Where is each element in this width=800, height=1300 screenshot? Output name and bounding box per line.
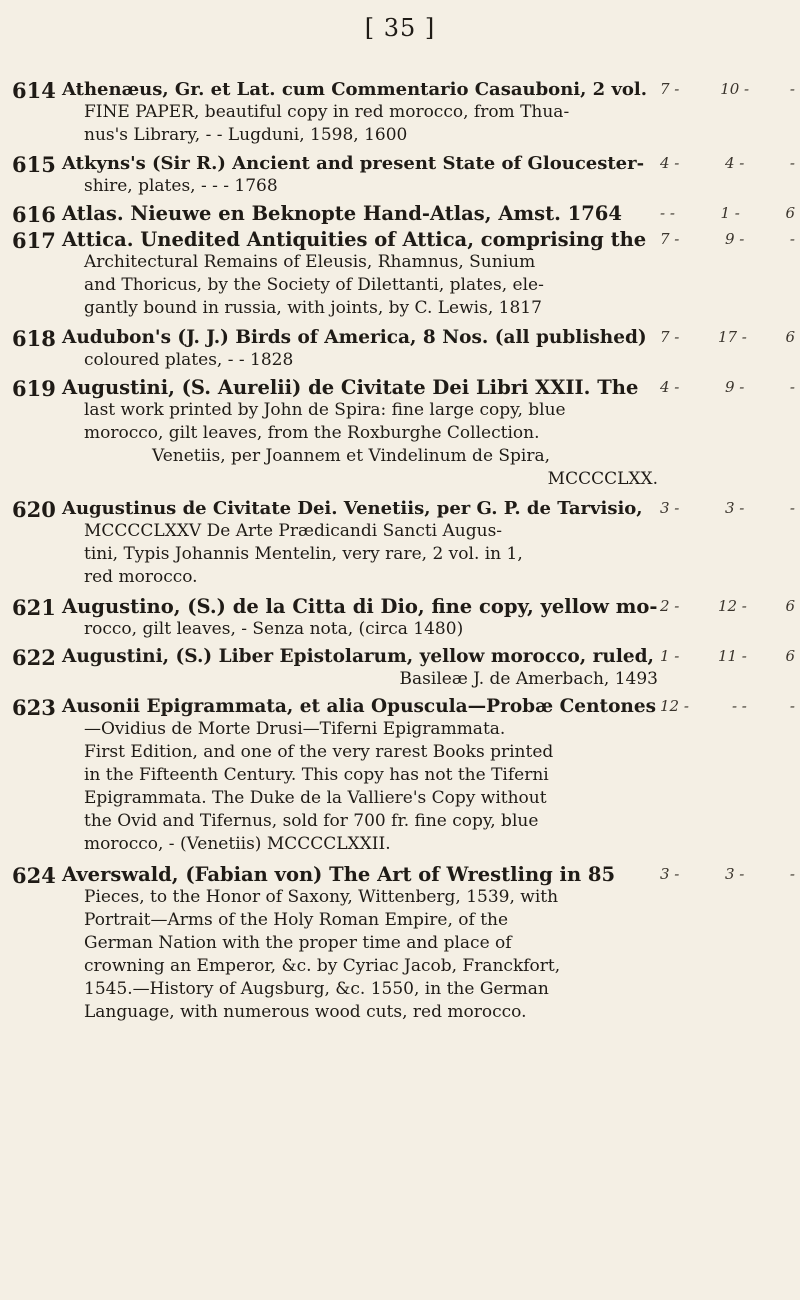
price-mark: -	[789, 378, 795, 396]
entry-line: Architectural Remains of Eleusis, Rhamnus, Sunium	[84, 252, 536, 272]
price-mark: 3 -	[724, 865, 745, 883]
catalog-entry	[0, 497, 800, 595]
price-mark: 4 -	[724, 154, 745, 172]
price-mark: 9 -	[724, 378, 745, 396]
price-mark: -	[789, 697, 795, 715]
price-mark: 7 -	[660, 80, 680, 98]
entry-description	[62, 202, 658, 225]
lot-number: 621	[12, 595, 56, 620]
entry-description	[62, 497, 658, 589]
entry-line: FINE PAPER, beautiful copy in red morocco, from Thua-	[84, 102, 570, 122]
catalog-entry	[0, 326, 800, 376]
price-mark: 6	[785, 597, 795, 615]
entry-line: Augustini, (S. Aurelii) de Civitate Dei Libri XXII. The	[62, 376, 639, 399]
entry-line: Language, with numerous wood cuts, red morocco.	[84, 1002, 527, 1022]
lot-number: 624	[12, 863, 56, 888]
catalog-list	[0, 78, 800, 1031]
entry-line: Epigrammata. The Duke de la Valliere's Copy without	[84, 788, 547, 808]
price-marks	[660, 80, 795, 98]
price-mark: - -	[660, 204, 675, 222]
entry-line: morocco, - (Venetiis) MCCCCLXXII.	[84, 834, 391, 854]
price-mark: 17 -	[717, 328, 747, 346]
price-marks	[660, 154, 795, 172]
entry-description	[62, 863, 658, 1024]
entry-line: Augustino, (S.) de la Citta di Dio, fine copy, yellow mo-	[62, 595, 658, 618]
price-marks	[660, 865, 795, 883]
price-mark: -	[789, 865, 795, 883]
lot-number: 623	[12, 695, 56, 720]
entry-line: Venetiis, per Joannem et Vindelinum de Spira,	[152, 446, 551, 466]
entry-line: Averswald, (Fabian von) The Art of Wrestling in 85	[62, 863, 616, 886]
entry-line: Ausonii Epigrammata, et alia Opuscula—Probæ Centones	[62, 696, 657, 717]
entry-line: morocco, gilt leaves, from the Roxburghe Collection.	[84, 423, 540, 443]
price-mark: 9 -	[724, 230, 745, 248]
entry-line: 1545.—History of Augsburg, &c. 1550, in the German	[84, 979, 549, 999]
entry-line: coloured plates, - - 1828	[84, 350, 294, 370]
price-marks	[660, 378, 795, 396]
price-mark: 6	[785, 204, 795, 222]
price-marks	[660, 230, 795, 248]
price-mark: 6	[785, 647, 795, 665]
price-marks	[660, 328, 795, 346]
lot-number: 622	[12, 645, 56, 670]
entry-line: nus's Library, - - Lugduni, 1598, 1600	[84, 125, 408, 145]
price-mark: 7 -	[660, 328, 680, 346]
price-mark: 4 -	[660, 154, 680, 172]
entry-description	[62, 152, 658, 198]
price-marks	[660, 204, 795, 222]
price-mark: 3 -	[660, 865, 680, 883]
entry-description	[62, 695, 658, 856]
entry-line: Augustini, (S.) Liber Epistolarum, yellow morocco, ruled,	[62, 646, 654, 667]
price-mark: -	[789, 230, 795, 248]
lot-number: 614	[12, 78, 56, 103]
price-mark: - -	[731, 697, 747, 715]
entry-line: MCCCCLXXV De Arte Prædicandi Sancti Augus-	[84, 521, 503, 541]
price-marks	[660, 499, 795, 517]
price-mark: 12 -	[717, 597, 747, 615]
price-mark: 1 -	[660, 647, 680, 665]
entry-line: Atkyns's (Sir R.) Ancient and present State of Gloucester-	[62, 153, 645, 174]
catalog-entry	[0, 645, 800, 695]
price-mark: -	[789, 154, 795, 172]
price-mark: -	[789, 80, 795, 98]
entry-description	[62, 78, 658, 147]
entry-line: Pieces, to the Honor of Saxony, Wittenberg, 1539, with	[84, 887, 559, 907]
price-mark: 12 -	[660, 697, 689, 715]
price-marks	[660, 697, 795, 715]
lot-number: 618	[12, 326, 56, 351]
entry-description	[62, 376, 658, 491]
price-mark: 7 -	[660, 230, 680, 248]
price-mark: 4 -	[660, 378, 680, 396]
entry-line: Atlas. Nieuwe en Beknopte Hand-Atlas, Amst. 1764	[62, 202, 622, 225]
entry-line: Basileæ J. de Amerbach, 1493	[399, 669, 658, 689]
price-mark: 11 -	[717, 647, 747, 665]
lot-number: 620	[12, 497, 56, 522]
catalog-entry	[0, 78, 800, 152]
price-mark: 10 -	[720, 80, 750, 98]
entry-line: Attica. Unedited Antiquities of Attica, comprising the	[62, 228, 647, 251]
page-number: [ 35 ]	[364, 14, 436, 42]
price-mark: 3 -	[660, 499, 680, 517]
entry-description	[62, 595, 658, 641]
price-mark: 2 -	[660, 597, 680, 615]
catalog-entry	[0, 228, 800, 326]
entry-description	[62, 228, 658, 320]
entry-line: Audubon's (J. J.) Birds of America, 8 Nos. (all published)	[62, 327, 647, 348]
entry-line: First Edition, and one of the very rarest Books printed	[84, 742, 554, 762]
entry-line: Athenæus, Gr. et Lat. cum Commentario Casauboni, 2 vol.	[62, 79, 648, 100]
catalog-entry	[0, 695, 800, 863]
entry-line: in the Fifteenth Century. This copy has not the Tiferni	[84, 765, 549, 785]
entry-line: shire, plates, - - - 1768	[84, 176, 278, 196]
entry-description	[62, 645, 658, 691]
lot-number: 617	[12, 228, 56, 253]
entry-line: Augustinus de Civitate Dei. Venetiis, per G. P. de Tarvisio,	[62, 498, 643, 519]
entry-line: red morocco.	[84, 567, 198, 587]
price-marks	[660, 597, 795, 615]
lot-number: 615	[12, 152, 56, 177]
entry-line: Portrait—Arms of the Holy Roman Empire, of the	[84, 910, 509, 930]
catalog-entry	[0, 863, 800, 1031]
price-marks	[660, 647, 795, 665]
lot-number: 616	[12, 202, 56, 227]
catalog-entry	[0, 376, 800, 497]
entry-line: rocco, gilt leaves, - Senza nota, (circa 1480)	[84, 619, 464, 639]
catalog-entry	[0, 202, 800, 228]
price-mark: 6	[785, 328, 795, 346]
entry-line: tini, Typis Johannis Mentelin, very rare, 2 vol. in 1,	[84, 544, 523, 564]
entry-line: gantly bound in russia, with joints, by C. Lewis, 1817	[84, 298, 542, 318]
entry-line: last work printed by John de Spira: fine large copy, blue	[84, 400, 566, 420]
entry-description	[62, 326, 658, 372]
price-mark: -	[789, 499, 795, 517]
catalog-entry	[0, 152, 800, 202]
entry-line: and Thoricus, by the Society of Dilettanti, plates, ele-	[84, 275, 544, 295]
entry-line: MCCCCLXX.	[547, 469, 658, 489]
entry-line: crowning an Emperor, &c. by Cyriac Jacob, Franckfort,	[84, 956, 561, 976]
entry-line: German Nation with the proper time and place of	[84, 933, 512, 953]
price-mark: 3 -	[724, 499, 745, 517]
entry-line: the Ovid and Tifernus, sold for 700 fr. fine copy, blue	[84, 811, 539, 831]
catalog-entry	[0, 595, 800, 645]
lot-number: 619	[12, 376, 56, 401]
price-mark: 1 -	[720, 204, 740, 222]
entry-line: —Ovidius de Morte Drusi—Tiferni Epigrammata.	[84, 719, 506, 739]
